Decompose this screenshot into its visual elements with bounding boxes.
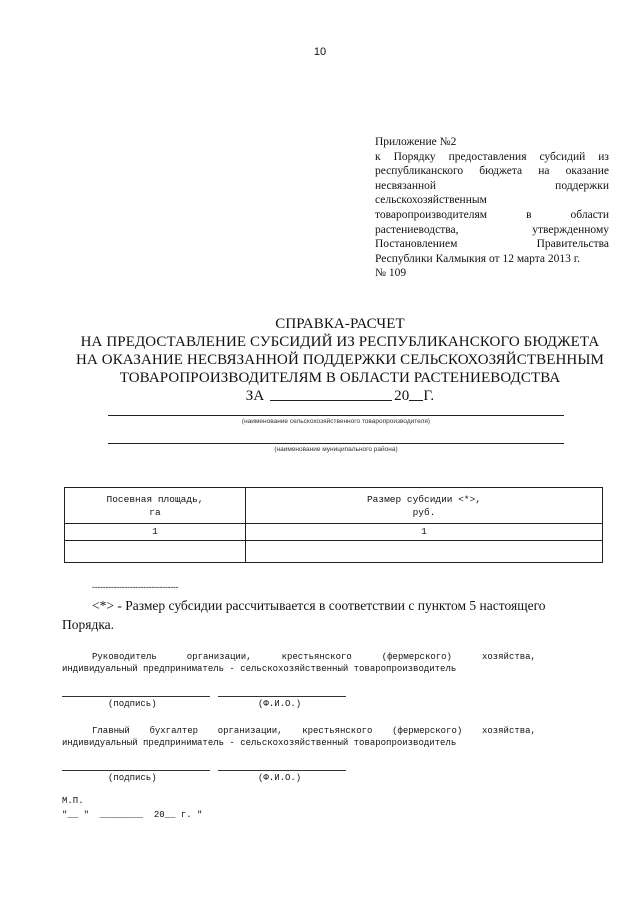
appendix-word: субсидий	[539, 150, 586, 163]
appendix-word: предоставления	[448, 150, 527, 163]
accountant-fio-caption: (Ф.И.О.)	[258, 773, 302, 783]
appendix-word: Правительства	[536, 238, 609, 251]
accountant-label-line2: индивидуальный предприниматель - сельскохозяйственный товаропроизводитель	[62, 738, 457, 748]
cell-sown-area-value[interactable]	[65, 541, 246, 563]
appendix-word: Постановлением	[375, 238, 458, 251]
document-title-line4: ТОВАРОПРОИЗВОДИТЕЛЯМ В ОБЛАСТИ РАСТЕНИЕВОДСТВА	[119, 370, 561, 386]
page-number: 10	[313, 46, 327, 58]
appendix-line	[375, 266, 609, 281]
appendix-line	[375, 252, 609, 267]
head-label-line2: индивидуальный предприниматель - сельскохозяйственный товаропроизводитель	[62, 664, 457, 674]
appendix-word: из	[598, 150, 609, 163]
appendix-line	[375, 179, 609, 194]
head-fio-line[interactable]	[218, 696, 346, 697]
appendix-word: республиканского	[375, 165, 464, 178]
appendix-word: № 109	[375, 267, 407, 280]
appendix-word: оказание	[565, 165, 609, 178]
appendix-word: сельскохозяйственным	[375, 194, 487, 207]
footnote-text: <*> - Размер субсидии рассчитывается в соответствии с пунктом 5 настоящего	[92, 598, 546, 613]
producer-name-line[interactable]	[108, 415, 564, 416]
appendix-title: Приложение №2	[375, 136, 457, 148]
district-caption: (наименование муниципального района)	[274, 446, 398, 453]
stamp-place: М.П.	[62, 796, 84, 806]
document-title-line3: НА ОКАЗАНИЕ НЕСВЯЗАННОЙ ПОДДЕРЖКИ СЕЛЬСКОХОЗЯЙСТВЕННЫМ	[76, 352, 604, 368]
subsidy-table	[64, 487, 603, 563]
appendix-word: области	[570, 208, 609, 221]
header-sown-area: Посевная площадь, га	[65, 488, 246, 524]
table-row	[65, 541, 603, 563]
period-year: 20	[394, 388, 410, 404]
head-signature-caption: (подпись)	[108, 699, 157, 709]
appendix-word: бюджета	[479, 165, 523, 178]
producer-caption: (наименование сельскохозяйственного товаропроизводителя)	[241, 418, 431, 425]
document-title: СПРАВКА-РАСЧЕТ	[275, 316, 405, 332]
appendix-line	[375, 150, 609, 165]
appendix-word: на	[538, 165, 550, 178]
appendix-word: несвязанной	[375, 179, 437, 192]
appendix-word: товаропроизводителям	[375, 208, 488, 221]
appendix-word: утвержденному	[532, 223, 609, 236]
accountant-signature-line[interactable]	[62, 770, 210, 771]
appendix-block	[375, 135, 609, 281]
period-blank[interactable]	[270, 388, 392, 401]
appendix-word: к	[375, 150, 381, 163]
cell-col-num-2: 1	[246, 524, 603, 541]
appendix-line	[375, 237, 609, 252]
accountant-fio-line[interactable]	[218, 770, 346, 771]
date-field[interactable]: "__ " ________ 20__ г. "	[62, 810, 203, 820]
header-subsidy-amount: Размер субсидии <*>, руб.	[246, 488, 603, 524]
cell-col-num-1: 1	[65, 524, 246, 541]
head-signature-line[interactable]	[62, 696, 210, 697]
document-title-line2: НА ПРЕДОСТАВЛЕНИЕ СУБСИДИЙ ИЗ РЕСПУБЛИКАНСКОГО БЮДЖЕТА	[80, 334, 600, 350]
appendix-line	[375, 223, 609, 238]
head-fio-caption: (Ф.И.О.)	[258, 699, 302, 709]
appendix-text	[375, 150, 609, 281]
period-line	[40, 387, 640, 406]
head-label: Руководитель организации, крестьянского (фермерского) хозяйства,	[92, 652, 536, 662]
cell-subsidy-value[interactable]	[246, 541, 603, 563]
appendix-word: Республики Калмыкия от 12 марта 2013 г.	[375, 252, 581, 265]
period-za: ЗА	[245, 388, 265, 404]
appendix-word: поддержки	[555, 179, 609, 192]
footnote-separator: --------------------------------	[92, 582, 179, 592]
accountant-label: Главный бухгалтер организации, крестьянского (фермерского) хозяйства,	[92, 726, 536, 736]
period-year-blank[interactable]	[409, 388, 423, 401]
appendix-word: Порядку	[393, 150, 436, 163]
table-row	[65, 524, 603, 541]
table-header-row	[65, 488, 603, 524]
footnote-text-line2: Порядка.	[62, 617, 115, 632]
accountant-signature-caption: (подпись)	[108, 773, 157, 783]
period-g: Г.	[423, 388, 435, 404]
appendix-line	[375, 208, 609, 223]
appendix-line	[375, 193, 609, 208]
district-name-line[interactable]	[108, 443, 564, 444]
appendix-word: в	[526, 208, 532, 221]
appendix-line	[375, 164, 609, 179]
appendix-word: растениеводства,	[375, 223, 459, 236]
